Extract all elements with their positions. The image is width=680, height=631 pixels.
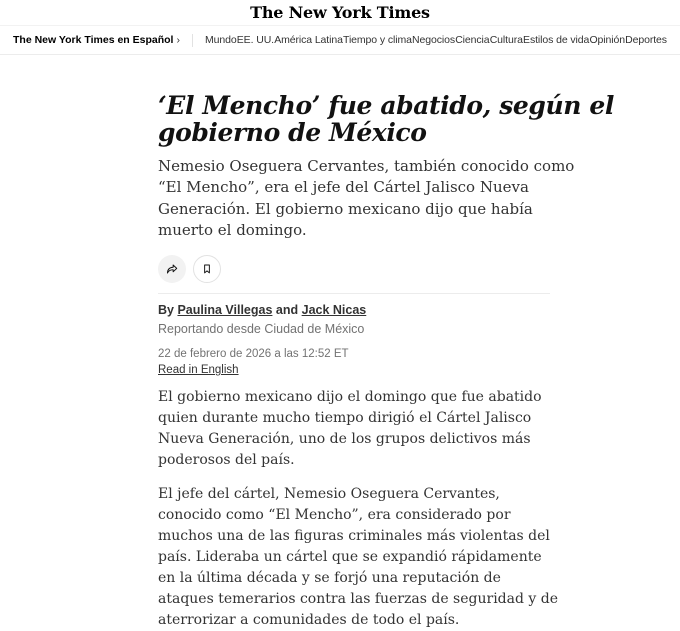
byline-conjunction: and (275, 303, 299, 318)
nav-item-ee-uu[interactable]: EE. UU. (236, 34, 274, 46)
paragraph: El jefe del cártel, Nemesio Oseguera Cervantes, conocido como “El Mencho”, era considerado por muchos una de las figuras criminales más violentas del país. Lideraba un cártel que se expandió rápidamente en la última década y se forjó una reputación de ataques temerarios contra las fuerzas de seguridad y de aterrorizar a comunidades de todo el país. (158, 486, 558, 629)
bookmark-icon (200, 262, 214, 276)
byline-divider (158, 293, 550, 294)
nav-brand-label: The New York Times en Español (13, 34, 174, 46)
dateline-location: Reportando desde Ciudad de México (158, 322, 365, 337)
bookmark-button[interactable] (193, 255, 221, 283)
author-link-jack-nicas[interactable]: Jack Nicas (301, 303, 367, 318)
nav-items (205, 34, 667, 46)
nav-item-ciencia[interactable]: Ciencia (455, 34, 490, 46)
article (158, 91, 614, 631)
share-button[interactable] (158, 255, 186, 283)
share-icon (165, 262, 179, 276)
nyt-logo[interactable]: The New York Times (250, 3, 430, 22)
timestamp: 22 de febrero de 2026 a las 12:52 ET (158, 348, 349, 361)
byline (158, 303, 558, 318)
nav-item-mundo[interactable]: Mundo (204, 34, 237, 46)
nav-item-opinion[interactable]: Opinión (589, 34, 625, 46)
subheadline: Nemesio Oseguera Cervantes, también conocido como “El Mencho”, era el jefe del Cártel Jalisco Nueva Generación. El gobierno mexicano dijo que había muerto el domingo. (158, 157, 575, 239)
section-nav (0, 26, 680, 55)
nav-item-negocios[interactable]: Negocios (412, 34, 455, 46)
headline: ‘El Mencho’ fue abatido, según el gobierno de México (158, 91, 614, 147)
nav-item-america-latina[interactable]: América Latina (274, 34, 343, 46)
paragraph: El gobierno mexicano dijo el domingo que fue abatido quien durante mucho tiempo dirigió el Cártel Jalisco Nueva Generación, uno de los grupos delictivos más poderosos del país. (158, 389, 542, 469)
masthead (0, 0, 680, 26)
article-toolbar (158, 255, 558, 283)
nav-item-cultura[interactable]: Cultura (489, 34, 523, 46)
nav-item-deportes[interactable]: Deportes (625, 34, 667, 46)
nav-item-tiempo-y-clima[interactable]: Tiempo y clima (343, 34, 412, 46)
nav-divider (192, 34, 193, 47)
author-link-paulina-villegas[interactable]: Paulina Villegas (177, 303, 273, 318)
read-in-english-link[interactable]: Read in English (158, 364, 239, 377)
byline-prefix: By (158, 303, 174, 318)
chevron-right-icon: › (176, 34, 180, 46)
nav-item-estilos-de-vida[interactable]: Estilos de vida (523, 34, 590, 46)
nav-brand-espanol[interactable] (13, 34, 180, 46)
